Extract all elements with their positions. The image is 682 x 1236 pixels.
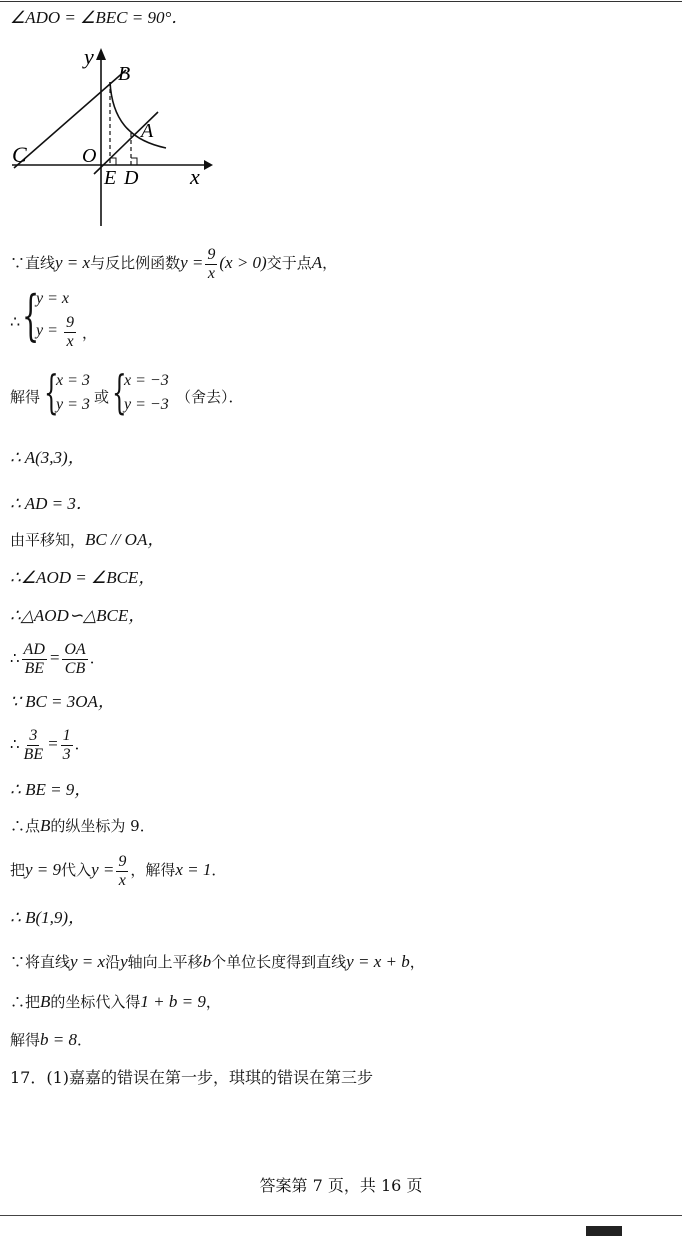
fraction-9-over-x: $\frac{9}{x}$ xyxy=(207,245,216,282)
text-line-substitute xyxy=(10,850,226,890)
equation-system-1 xyxy=(10,284,130,358)
fraction-ad-be: $\frac{AD}{BE}$ xyxy=(23,640,45,677)
period: ． xyxy=(77,1031,93,1049)
domain-condition: (x > 0) xyxy=(219,253,267,272)
text-line-ratio xyxy=(10,638,105,678)
text-line-ratio-values xyxy=(10,724,90,764)
eq-y-x-b: y = x + b xyxy=(346,952,410,971)
eq-y-eq-x: y = x xyxy=(70,952,106,971)
page-footer: 答案第 7 页，共 16 页 xyxy=(259,1176,423,1195)
text-point: ∴点 xyxy=(10,817,41,835)
comma: ， xyxy=(409,953,425,971)
text-solve: ，解得 xyxy=(130,861,176,879)
fraction-9-over-x-2: $\frac{9}{x}$ xyxy=(118,852,127,889)
fraction-9-over-x-sys: $\frac{9}{x}$ xyxy=(66,314,74,350)
right-angle-e xyxy=(110,158,116,165)
therefore-symbol: ∴ xyxy=(10,735,20,753)
label-y: y xyxy=(84,44,94,69)
text-line-b-8 xyxy=(10,1030,92,1050)
eq-y-eq: y = xyxy=(180,253,204,272)
sol1-y: y = 3 xyxy=(56,396,90,413)
text-line-angle-eq xyxy=(10,568,155,588)
text-line-be-9 xyxy=(10,780,91,800)
text-because-line: ∵直线 xyxy=(10,254,56,272)
text-put: 把 xyxy=(10,861,26,879)
comma: ， xyxy=(82,324,98,342)
sol2-y: y = −3 xyxy=(124,396,169,413)
label-o: O xyxy=(82,145,97,167)
angle-equation: ∠ADO = ∠BEC = 90°． xyxy=(10,8,189,27)
text-ordinate: 的纵坐标为 9． xyxy=(50,817,155,835)
y-axis-arrow xyxy=(96,48,106,60)
period: ． xyxy=(89,649,105,667)
text-inverse-function: 与反比例函数 xyxy=(90,254,181,272)
period: ． xyxy=(74,735,90,753)
qr-code-icon xyxy=(586,1226,622,1236)
label-x: x xyxy=(190,164,200,189)
text-line-similar xyxy=(10,606,145,626)
text-line-shift xyxy=(10,952,425,972)
point-b: B xyxy=(40,992,51,1011)
text-line-question-17 xyxy=(10,1068,373,1088)
eq-y-eq-x: y = x xyxy=(55,253,91,272)
solution-line xyxy=(10,365,310,420)
point-a: A xyxy=(311,253,323,272)
eq-x-1: x = 1 xyxy=(175,860,212,879)
text-shift: ∵将直线 xyxy=(10,953,71,971)
fraction-3-be: $\frac{3}{BE}$ xyxy=(23,726,44,763)
text-line-intersection xyxy=(10,244,337,283)
text-line-bc-3oa xyxy=(10,692,115,712)
eq-y-eq: y = xyxy=(91,860,115,879)
equals: = xyxy=(48,648,61,667)
text-axis-up: 轴向上平移 xyxy=(127,953,203,971)
therefore-symbol: ∴ xyxy=(10,649,20,667)
text-or: 或 xyxy=(94,388,110,406)
label-e: E xyxy=(104,167,117,189)
eq-bc-3oa: ∵ BC = 3OA， xyxy=(10,692,115,711)
eq-bc-parallel-oa: BC // OA， xyxy=(85,530,165,549)
line-cb xyxy=(14,70,126,168)
q17-answer: 17．(1)嘉嘉的错误在第一步，琪琪的错误在第三步 xyxy=(10,1068,374,1087)
comma: ， xyxy=(322,254,338,272)
text-solve: 解得 xyxy=(10,1031,41,1049)
eq-y-9: y = 9 xyxy=(25,860,62,879)
point-b: B xyxy=(40,816,51,835)
label-b: B xyxy=(118,63,131,85)
top-rule xyxy=(0,1,682,2)
x-axis-arrow xyxy=(204,160,213,170)
text-line-substitute-b xyxy=(10,992,221,1012)
eq-ad-3: ∴ AD = 3． xyxy=(10,494,93,513)
text-line-ad xyxy=(10,494,93,514)
hyperbola xyxy=(110,82,166,148)
text-into: 代入 xyxy=(61,861,92,879)
text-discard: （舍去）． xyxy=(176,388,244,406)
brace: { xyxy=(112,365,127,419)
eq-a-3-3: ∴ A(3,3)， xyxy=(10,448,85,467)
text-unit-length: 个单位长度得到直线 xyxy=(211,953,347,971)
period: ． xyxy=(211,861,227,879)
var-b: b xyxy=(202,952,212,971)
fraction-oa-cb: $\frac{OA}{CB}$ xyxy=(64,640,86,677)
fraction-1-3: $\frac{1}{3}$ xyxy=(62,726,71,763)
sol1-x: x = 3 xyxy=(56,372,90,389)
label-d: D xyxy=(124,167,139,189)
sys1-row1: y = x xyxy=(36,290,69,307)
therefore-symbol: ∴ xyxy=(10,312,21,331)
eq-1-b-9: 1 + b = 9 xyxy=(140,992,206,1011)
text-coord-into: 的坐标代入得 xyxy=(50,993,141,1011)
coordinate-figure xyxy=(8,40,218,230)
brace: { xyxy=(22,284,40,347)
text-line-b-coord xyxy=(10,908,85,928)
text-intersect-at: 交于点 xyxy=(266,254,312,272)
text-line-angles xyxy=(10,8,188,28)
right-angle-d xyxy=(131,158,137,165)
text-put: ∴把 xyxy=(10,993,41,1011)
eq-be-9: ∴ BE = 9， xyxy=(10,780,92,799)
equals: = xyxy=(47,734,59,753)
eq-similar: ∴△AOD∽△BCE， xyxy=(10,606,146,625)
eq-angle: ∴∠AOD = ∠BCE， xyxy=(10,568,156,587)
text-along: 沿 xyxy=(105,953,121,971)
text-solve: 解得 xyxy=(10,388,41,406)
text-translation: 由平移知， xyxy=(10,531,86,549)
sol2-x: x = −3 xyxy=(124,372,169,389)
eq-b-8: b = 8 xyxy=(40,1030,77,1049)
bottom-rule xyxy=(0,1215,682,1216)
label-c: C xyxy=(12,142,27,167)
brace: { xyxy=(44,365,59,419)
text-line-a-coord xyxy=(10,448,85,468)
text-line-b-ordinate xyxy=(10,816,155,836)
comma: ， xyxy=(205,993,221,1011)
eq-b-1-9: ∴ B(1,9)， xyxy=(10,908,86,927)
sys1-row2: y = xyxy=(36,322,58,339)
var-y: y xyxy=(120,952,128,971)
label-a: A xyxy=(141,120,154,142)
text-line-translation xyxy=(10,530,164,550)
